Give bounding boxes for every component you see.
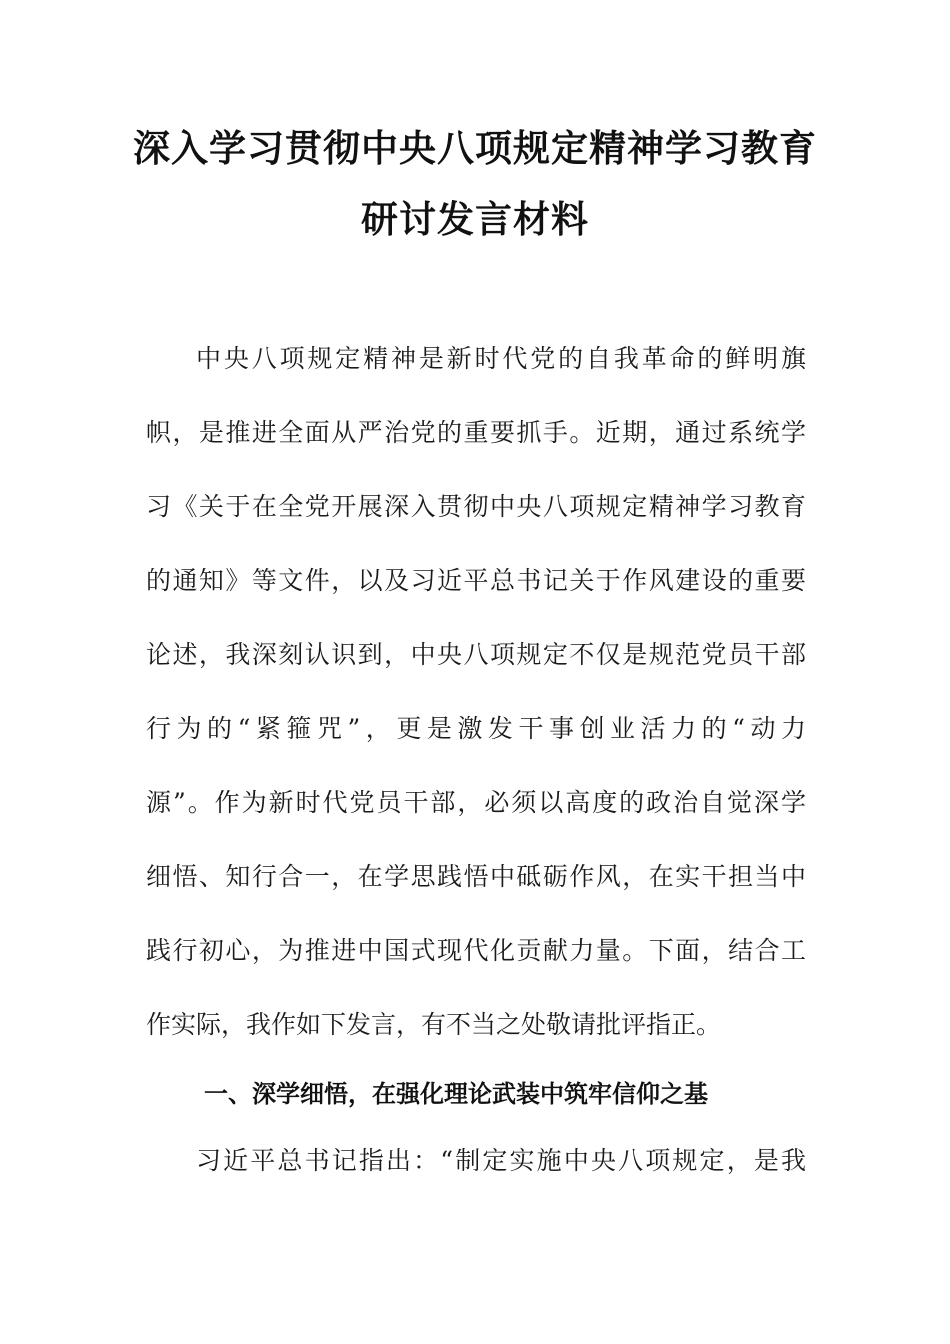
paragraph-line: 的通知》等文件，以及习近平总书记关于作风建设的重要 <box>146 566 806 595</box>
paragraph-line: 行为的“紧箍咒”，更是激发干事创业活力的“动力 <box>146 714 806 743</box>
document-title-line-1: 深入学习贯彻中央八项规定精神学习教育 <box>133 126 817 170</box>
paragraph-line: 习《关于在全党开展深入贯彻中央八项规定精神学习教育 <box>146 492 806 521</box>
paragraph-line: 源”。作为新时代党员干部，必须以高度的政治自觉深学 <box>146 788 806 817</box>
paragraph-line: 帜，是推进全面从严治党的重要抓手。近期，通过系统学 <box>146 418 806 447</box>
paragraph-line: 细悟、知行合一，在学思践悟中砥砺作风，在实干担当中 <box>146 862 806 891</box>
section-heading-1: 一、深学细悟，在强化理论武装中筑牢信仰之基 <box>204 1080 708 1108</box>
paragraph-line: 论述，我深刻认识到，中央八项规定不仅是规范党员干部 <box>146 640 806 669</box>
paragraph-line: 中央八项规定精神是新时代党的自我革命的鲜明旗 <box>196 344 806 373</box>
paragraph-line: 作实际，我作如下发言，有不当之处敬请批评指正。 <box>146 1010 722 1039</box>
paragraph-line: 习近平总书记指出：“制定实施中央八项规定，是我 <box>196 1146 806 1175</box>
paragraph-line: 践行初心，为推进中国式现代化贡献力量。下面，结合工 <box>146 936 806 965</box>
document-title-line-2: 研讨发言材料 <box>361 197 589 241</box>
